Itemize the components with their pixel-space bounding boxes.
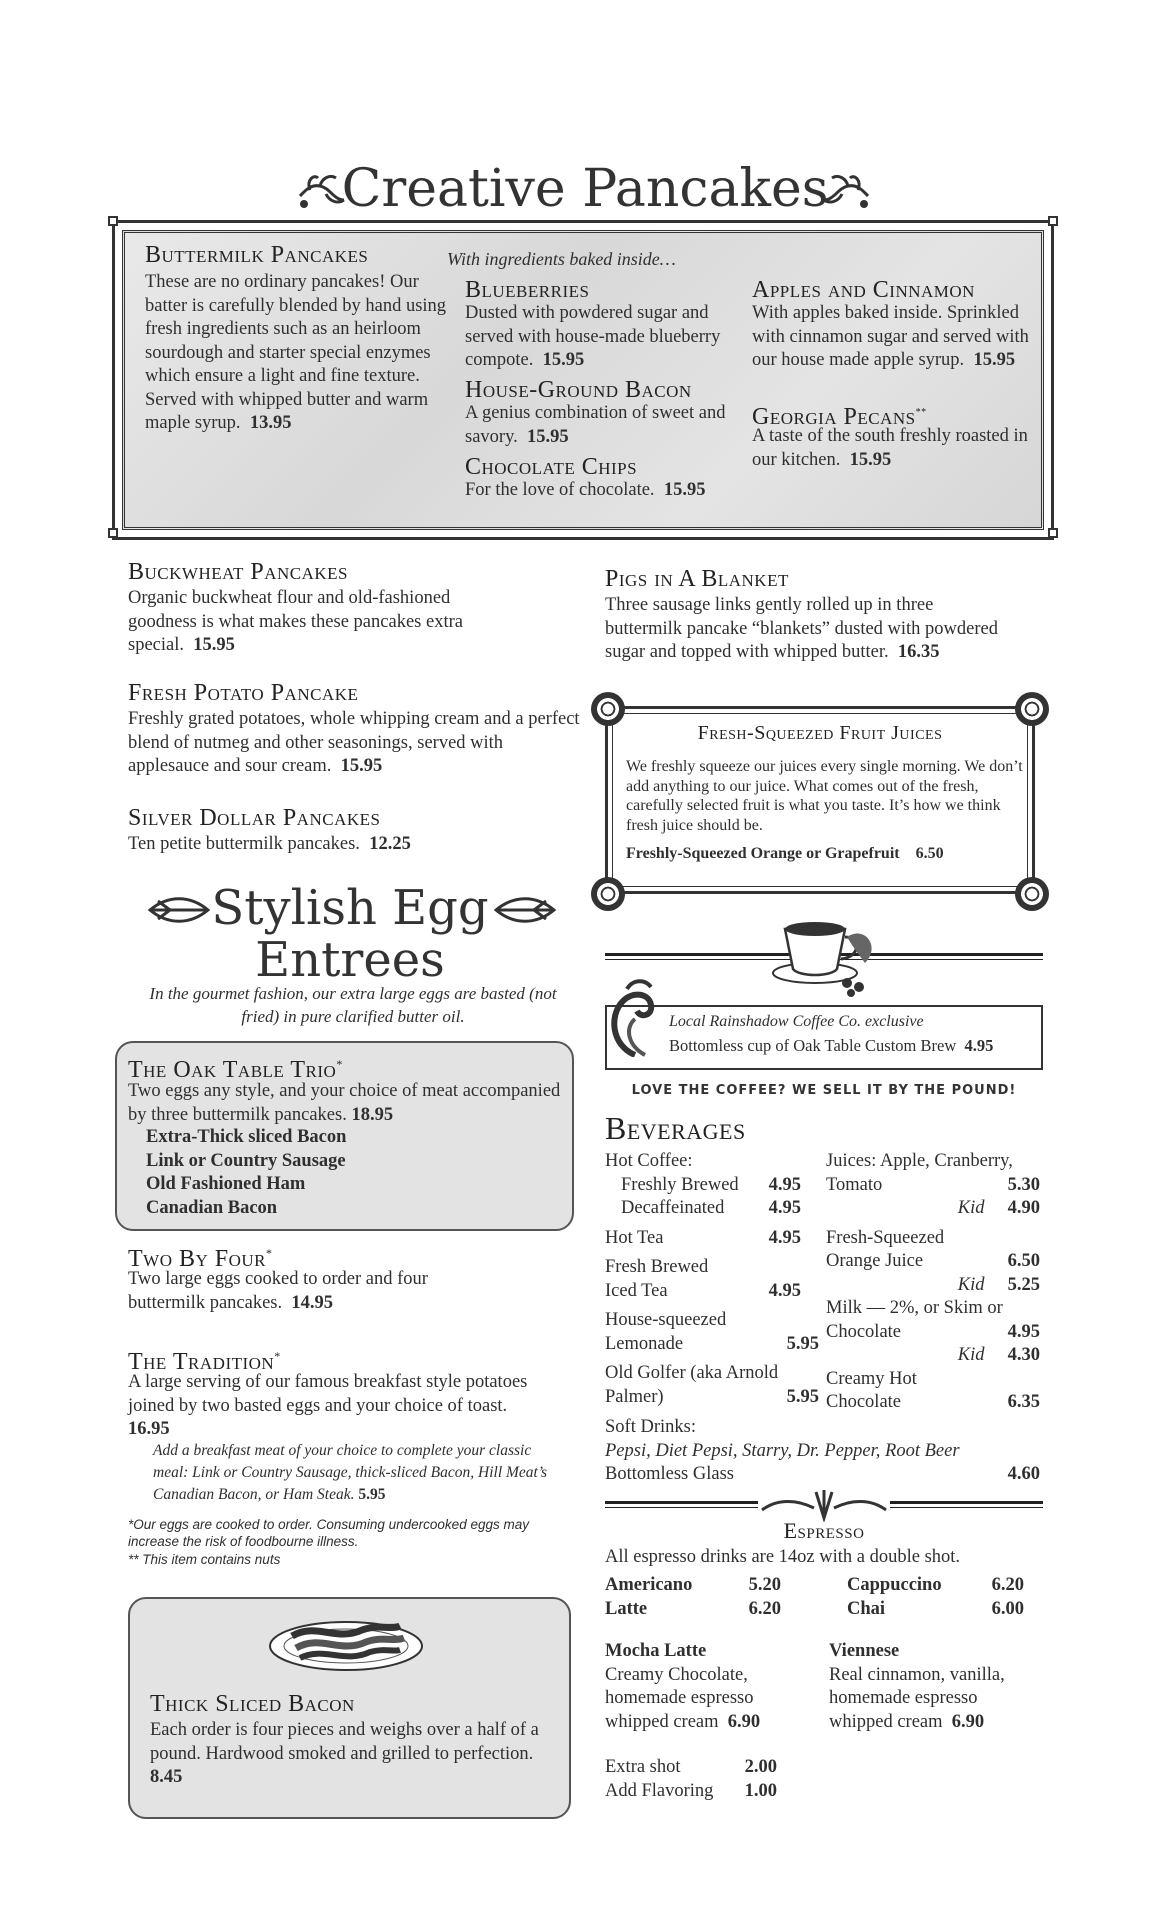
silver-dollar-name: Silver Dollar Pancakes bbox=[128, 805, 381, 831]
frame-corner bbox=[1048, 216, 1058, 226]
beverages-right bbox=[826, 1150, 1040, 1415]
coffee-exclusive: Local Rainshadow Coffee Co. exclusive bbox=[669, 1013, 924, 1030]
espresso-title: Espresso bbox=[783, 1518, 865, 1543]
mocha-line-3: whipped cream bbox=[605, 1711, 719, 1732]
pancakes-ornament-right bbox=[822, 170, 872, 212]
juice-item bbox=[626, 845, 944, 863]
pecans-name-text: Georgia Pecans bbox=[752, 404, 916, 430]
soft-drinks-price: 4.60 bbox=[1007, 1464, 1040, 1484]
two-by-four-desc-text: Two large eggs cooked to order and four buttermilk pancakes. bbox=[128, 1269, 428, 1313]
freshly-brewed-row bbox=[605, 1174, 801, 1198]
egg-title-line2: Entrees bbox=[255, 932, 445, 988]
buttermilk-desc bbox=[145, 271, 457, 436]
oj-kid-row bbox=[826, 1274, 1040, 1298]
pancakes-ornament-left bbox=[296, 170, 346, 212]
two-by-four-desc bbox=[128, 1268, 508, 1315]
two-by-four-price: 14.95 bbox=[291, 1292, 333, 1313]
pigs-desc-text: Three sausage links gently rolled up in three buttermilk pancake “blankets” dusted with powdered sugar and topped with whipped butter. bbox=[605, 595, 998, 662]
coffee-price: 4.95 bbox=[964, 1036, 994, 1055]
bacon-plate-icon bbox=[266, 1612, 426, 1674]
baked-inside-note: With ingredients baked inside… bbox=[447, 249, 676, 269]
lemonade-label-1: House-squeezed bbox=[605, 1310, 727, 1330]
frame-corner bbox=[1048, 528, 1058, 538]
extra-shot-label: Extra shot bbox=[605, 1757, 681, 1777]
juice-desc: We freshly squeeze our juices every single morning. We don’t add anything to our juice. What comes out of the fresh, carefully selected fruit is what you taste. It’s how we think fresh juice should be. bbox=[626, 758, 1023, 834]
tradition-desc-text: A large serving of our famous breakfast style potatoes joined by two basted eggs and your choice of toast. bbox=[128, 1372, 528, 1416]
potato-name: Fresh Potato Pancake bbox=[128, 680, 359, 706]
milk-row bbox=[826, 1321, 1040, 1345]
freshly-brewed-price: 4.95 bbox=[768, 1174, 801, 1195]
pecans-price: 15.95 bbox=[849, 449, 892, 470]
juices-price: 5.30 bbox=[1007, 1174, 1040, 1195]
buckwheat-desc-text: Organic buckwheat flour and old-fashioned goodness is what makes these pancakes extra special. bbox=[128, 588, 463, 655]
viennese-price: 6.90 bbox=[951, 1711, 985, 1732]
apples-price: 15.95 bbox=[973, 350, 1016, 370]
viennese-line-1: Real cinnamon, vanilla, bbox=[829, 1664, 1005, 1685]
flavoring-price: 1.00 bbox=[744, 1780, 777, 1801]
americano-label: Americano bbox=[605, 1575, 693, 1595]
blueberries-name: Blueberries bbox=[465, 277, 590, 303]
pigs-name: Pigs in A Blanket bbox=[605, 566, 789, 592]
cocoa-price: 6.35 bbox=[1007, 1392, 1040, 1412]
frame-corner bbox=[108, 216, 118, 226]
trio-option: Link or Country Sausage bbox=[146, 1150, 346, 1171]
trio-desc bbox=[128, 1080, 568, 1127]
coffee-slogan: LOVE THE COFFEE? WE SELL IT BY THE POUND! bbox=[631, 1083, 1017, 1098]
soft-drinks-list: Pepsi, Diet Pepsi, Starry, Dr. Pepper, Root Beer bbox=[605, 1440, 960, 1461]
two-by-four-name-text: Two By Four bbox=[128, 1246, 267, 1272]
viennese-line-2: homemade espresso bbox=[829, 1688, 978, 1708]
latte-label: Latte bbox=[605, 1598, 648, 1619]
kid-label: Kid bbox=[957, 1274, 985, 1295]
mocha-price: 6.90 bbox=[727, 1711, 761, 1732]
apples-desc bbox=[752, 302, 1037, 373]
mocha-line-2: homemade espresso bbox=[605, 1688, 754, 1708]
rosette-icon bbox=[1015, 692, 1049, 726]
trio-options bbox=[146, 1126, 346, 1220]
cappuccino-row bbox=[847, 1574, 1024, 1598]
oj-label-2: Orange Juice bbox=[826, 1251, 924, 1271]
golfer-label-1: Old Golfer (aka Arnold bbox=[605, 1363, 779, 1383]
cappuccino-label: Cappuccino bbox=[847, 1575, 942, 1595]
thick-bacon-desc bbox=[150, 1719, 562, 1790]
egg-intro: In the gourmet fashion, our extra large eggs are basted (not fried) in pure clarified butter oil. bbox=[149, 984, 557, 1026]
coffee-swirl-icon bbox=[605, 975, 661, 1057]
blueberries-desc-text: Dusted with powdered sugar and served with house-made blueberry compote. bbox=[465, 303, 721, 370]
silver-dollar-desc-text: Ten petite buttermilk pancakes. bbox=[128, 834, 360, 854]
oj-kid-price: 5.25 bbox=[1007, 1274, 1040, 1295]
juice-title: Fresh-Squeezed Fruit Juices bbox=[697, 722, 943, 744]
espresso-col-left bbox=[605, 1574, 781, 1621]
rosette-icon bbox=[591, 877, 625, 911]
soft-drinks bbox=[605, 1416, 1040, 1487]
potato-desc bbox=[128, 708, 583, 779]
tradition-addon bbox=[153, 1440, 568, 1506]
potato-desc-text: Freshly grated potatoes, whole whipping cream and a perfect blend of nutmeg and other seasonings, served with applesauce and sour cream. bbox=[128, 709, 580, 776]
iced-tea-label-2: Iced Tea bbox=[605, 1280, 668, 1301]
tradition-name-text: The Tradition bbox=[128, 1349, 275, 1375]
trio-mark: * bbox=[336, 1057, 343, 1071]
espresso-extras bbox=[605, 1756, 777, 1803]
apples-name: Apples and Cinnamon bbox=[752, 277, 975, 303]
trio-name bbox=[128, 1051, 343, 1083]
nuts-footnote: ** This item contains nuts bbox=[128, 1552, 281, 1567]
tradition-desc bbox=[128, 1371, 528, 1442]
juices-kid-price: 4.90 bbox=[1007, 1198, 1040, 1218]
milk-label-1: Milk — 2%, or Skim or bbox=[826, 1298, 1003, 1318]
cappuccino-price: 6.20 bbox=[991, 1575, 1024, 1595]
flavoring-row bbox=[605, 1780, 777, 1804]
oj-price: 6.50 bbox=[1007, 1251, 1040, 1271]
trio-price: 18.95 bbox=[351, 1104, 394, 1125]
beverages-title: Beverages bbox=[605, 1110, 746, 1146]
golfer-row bbox=[605, 1386, 819, 1410]
apples-desc-text: With apples baked inside. Sprinkled with cinnamon sugar and served with our house made apple syrup. bbox=[752, 303, 1029, 370]
extra-shot-row bbox=[605, 1756, 777, 1780]
soft-drinks-label: Soft Drinks: bbox=[605, 1417, 696, 1437]
mocha-line-1: Creamy Chocolate, bbox=[605, 1664, 748, 1685]
chocolate-chips-desc-text: For the love of chocolate. bbox=[465, 480, 655, 500]
buttermilk-name: Buttermilk Pancakes bbox=[145, 242, 369, 268]
buttermilk-desc-text: These are no ordinary pancakes! Our batter is carefully blended by hand using fresh ingredients such as an heirloom sourdough and starter special enzymes which ensure a light and fine texture. Served with whipped butter and warm maple syrup. bbox=[145, 272, 447, 433]
espresso-note: All espresso drinks are 14oz with a double shot. bbox=[605, 1547, 961, 1567]
americano-price: 5.20 bbox=[748, 1575, 781, 1595]
thick-bacon-price: 8.45 bbox=[150, 1767, 183, 1787]
potato-price: 15.95 bbox=[340, 756, 383, 776]
golfer-label-2: Palmer) bbox=[605, 1386, 664, 1407]
pecans-mark: ** bbox=[915, 407, 927, 418]
pecans-desc bbox=[752, 425, 1052, 472]
viennese-block bbox=[829, 1640, 1044, 1734]
two-by-four-mark: * bbox=[266, 1246, 273, 1260]
kid-label: Kid bbox=[957, 1198, 985, 1218]
freshly-brewed-label: Freshly Brewed bbox=[621, 1174, 739, 1195]
chocolate-chips-name: Chocolate Chips bbox=[465, 454, 638, 480]
buckwheat-price: 15.95 bbox=[193, 635, 235, 655]
hot-tea-row bbox=[605, 1227, 801, 1251]
juices-kid-row bbox=[826, 1197, 1040, 1221]
cocoa-label-1: Creamy Hot bbox=[826, 1368, 917, 1389]
mocha-block bbox=[605, 1640, 805, 1734]
flavoring-label: Add Flavoring bbox=[605, 1780, 714, 1801]
ground-bacon-price: 15.95 bbox=[527, 426, 569, 447]
lemonade-label-2: Lemonade bbox=[605, 1333, 684, 1354]
pigs-price: 16.35 bbox=[897, 642, 940, 662]
ground-bacon-desc-text: A genius combination of sweet and savory. bbox=[465, 403, 726, 447]
juice-price: 6.50 bbox=[915, 845, 944, 862]
trio-option: Old Fashioned Ham bbox=[146, 1174, 306, 1194]
chai-label: Chai bbox=[847, 1598, 886, 1619]
hot-coffee-label: Hot Coffee: bbox=[605, 1151, 693, 1171]
coffee-item-text: Bottomless cup of Oak Table Custom Brew bbox=[669, 1036, 957, 1055]
viennese-label: Viennese bbox=[829, 1641, 900, 1661]
ground-bacon-desc bbox=[465, 402, 740, 449]
oj-row bbox=[826, 1250, 1040, 1274]
silver-dollar-desc bbox=[128, 833, 583, 857]
decaf-row bbox=[605, 1197, 801, 1221]
mocha-label: Mocha Latte bbox=[605, 1641, 707, 1661]
hot-tea-label: Hot Tea bbox=[605, 1227, 664, 1248]
buckwheat-desc bbox=[128, 587, 503, 658]
juices-row bbox=[826, 1174, 1040, 1198]
kid-label: Kid bbox=[957, 1345, 985, 1365]
espresso-ornament-icon bbox=[758, 1488, 890, 1522]
trio-option: Canadian Bacon bbox=[146, 1197, 278, 1218]
hot-tea-price: 4.95 bbox=[768, 1227, 801, 1248]
ground-bacon-name: House-Ground Bacon bbox=[465, 377, 692, 403]
cocoa-label-2: Chocolate bbox=[826, 1392, 902, 1412]
pecans-desc-text: A taste of the south freshly roasted in our kitchen. bbox=[752, 426, 1028, 470]
pancakes-title: Creative Pancakes bbox=[341, 159, 829, 219]
tradition-addon-text: Add a breakfast meat of your choice to complete your classic meal: Link or Country Sausage, thick-sliced Bacon, Hill Meat’s Canadian Bacon, or Ham Steak. bbox=[153, 1442, 548, 1503]
frame-corner bbox=[108, 528, 118, 538]
coffee-cup-icon bbox=[765, 907, 885, 997]
espresso-col-right bbox=[847, 1574, 1024, 1621]
decaf-price: 4.95 bbox=[768, 1198, 801, 1218]
chai-row bbox=[847, 1598, 1024, 1622]
americano-row bbox=[605, 1574, 781, 1598]
milk-kid-row bbox=[826, 1344, 1040, 1368]
buttermilk-price: 13.95 bbox=[249, 413, 292, 433]
chai-price: 6.00 bbox=[991, 1598, 1024, 1619]
juices-label-2: Tomato bbox=[826, 1174, 883, 1195]
milk-price: 4.95 bbox=[1007, 1321, 1040, 1342]
egg-footnote: *Our eggs are cooked to order. Consuming undercooked eggs may increase the risk of foodbourne illness. bbox=[128, 1517, 529, 1549]
cocoa-row bbox=[826, 1391, 1040, 1415]
silver-dollar-price: 12.25 bbox=[369, 834, 411, 854]
extra-shot-price: 2.00 bbox=[744, 1757, 777, 1777]
iced-tea-row bbox=[605, 1280, 801, 1304]
milk-kid-price: 4.30 bbox=[1007, 1345, 1040, 1365]
decaf-label: Decaffeinated bbox=[621, 1198, 725, 1218]
tradition-price: 16.95 bbox=[128, 1419, 170, 1439]
rosette-icon bbox=[1015, 877, 1049, 911]
pigs-desc bbox=[605, 594, 1005, 665]
chocolate-chips-desc bbox=[465, 479, 755, 503]
tradition-addon-price: 5.95 bbox=[358, 1486, 386, 1503]
trio-name-text: The Oak Table Trio bbox=[128, 1057, 337, 1083]
milk-label-2: Chocolate bbox=[826, 1321, 902, 1342]
buckwheat-name: Buckwheat Pancakes bbox=[128, 559, 349, 585]
juice-item-text: Freshly-Squeezed Orange or Grapefruit bbox=[626, 845, 900, 862]
trio-desc-text: Two eggs any style, and your choice of meat accompanied by three buttermilk pancakes. bbox=[128, 1081, 561, 1125]
latte-row bbox=[605, 1598, 781, 1622]
lemonade-row bbox=[605, 1333, 819, 1357]
blueberries-price: 15.95 bbox=[542, 350, 585, 370]
beverages-left bbox=[605, 1150, 819, 1409]
coffee-item bbox=[669, 1036, 993, 1056]
chocolate-chips-price: 15.95 bbox=[663, 480, 706, 500]
viennese-line-3: whipped cream bbox=[829, 1711, 943, 1732]
iced-tea-price: 4.95 bbox=[768, 1280, 801, 1301]
rosette-icon bbox=[591, 692, 625, 726]
egg-title-line1: Stylish Egg bbox=[211, 880, 489, 936]
thick-bacon-name: Thick Sliced Bacon bbox=[150, 1691, 355, 1717]
oj-label-1: Fresh-Squeezed bbox=[826, 1227, 945, 1248]
thick-bacon-desc-text: Each order is four pieces and weighs over a half of a pound. Hardwood smoked and grilled to perfection. bbox=[150, 1720, 539, 1764]
tradition-mark: * bbox=[274, 1349, 281, 1363]
juices-label-1: Juices: Apple, Cranberry, bbox=[826, 1151, 1013, 1171]
latte-price: 6.20 bbox=[748, 1598, 781, 1619]
golfer-price: 5.95 bbox=[786, 1386, 819, 1407]
lemonade-price: 5.95 bbox=[786, 1333, 819, 1354]
soft-drinks-glass: Bottomless Glass bbox=[605, 1464, 734, 1484]
trio-option: Extra-Thick sliced Bacon bbox=[146, 1127, 347, 1147]
iced-tea-label-1: Fresh Brewed bbox=[605, 1257, 709, 1277]
egg-ornament-right bbox=[494, 895, 556, 925]
blueberries-desc bbox=[465, 302, 735, 373]
soft-drinks-row bbox=[605, 1463, 1040, 1487]
